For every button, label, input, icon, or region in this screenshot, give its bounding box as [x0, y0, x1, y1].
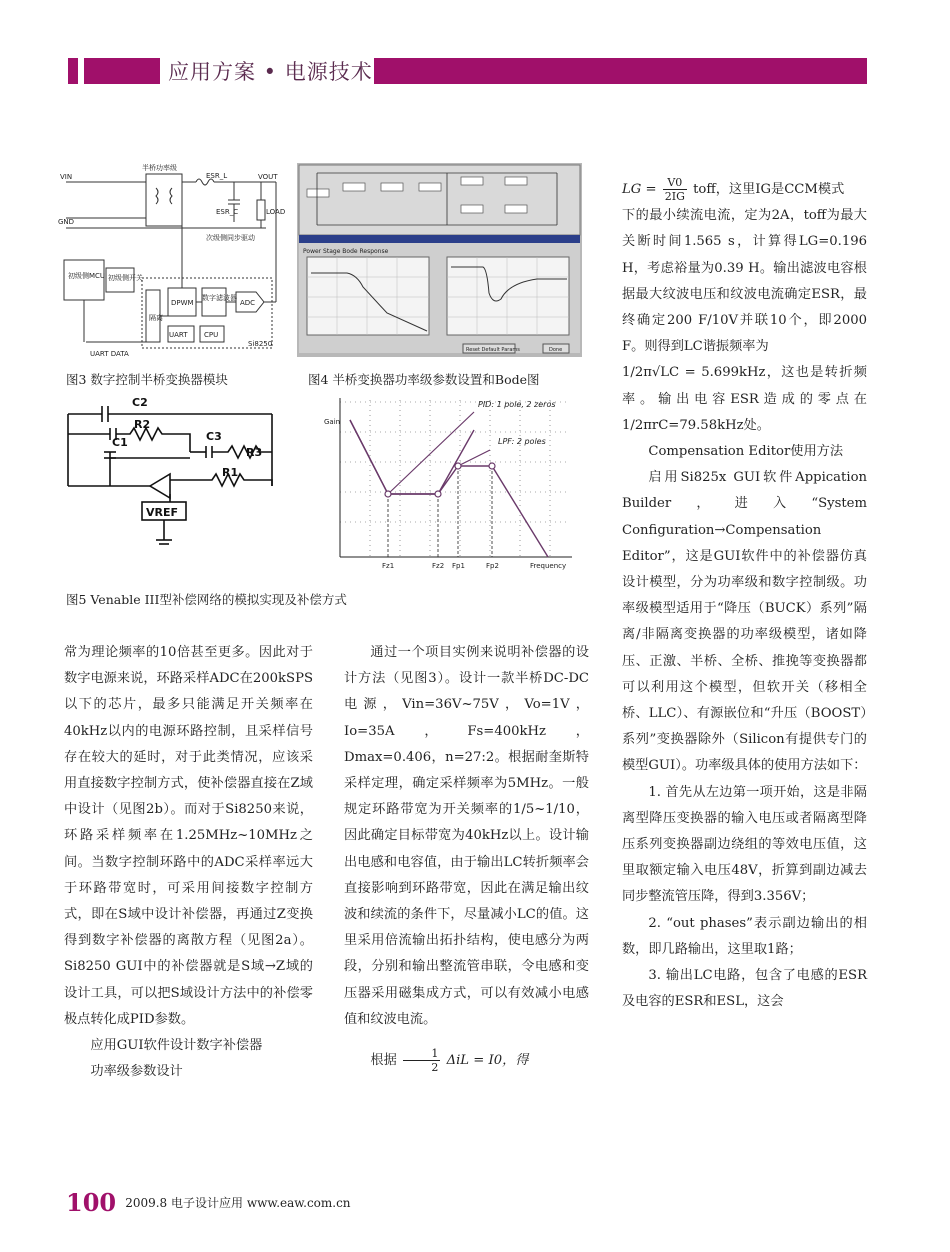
fig3-label-adc: ADC	[240, 299, 256, 307]
figure-4-gui	[297, 163, 582, 357]
fig5-label-c1: C1	[112, 436, 128, 449]
col3-formula-line	[622, 176, 867, 203]
fig5-label-c3: C3	[206, 430, 222, 443]
page-header	[0, 58, 950, 84]
fig3-label-vout: VOUT	[258, 173, 278, 181]
figure-5-circuit	[50, 394, 302, 552]
fig5-label-frequency: Frequency	[530, 562, 567, 570]
fig3-label-gnd: GND	[58, 218, 75, 226]
figure-5-caption: 图5 Venable III型补偿网络的模拟实现及补偿方式	[66, 592, 347, 607]
figure-5-bode	[310, 392, 580, 574]
fig3-label-uart: UART	[169, 331, 188, 339]
fig5-label-r3: R3	[246, 446, 263, 459]
fig3-label-esr-c: ESR_C	[216, 208, 239, 216]
page-number: 100	[66, 1188, 117, 1217]
col1-heading-2: 功率级参数设计	[90, 1064, 183, 1080]
fig4-reset-button: Reset Default Params	[466, 347, 520, 353]
col3-heading: Compensation Editor使用方法	[648, 444, 844, 460]
column-3	[622, 176, 867, 1016]
header-bar-left-2	[84, 58, 160, 84]
fig3-label-mcu: 初级侧MCU	[68, 272, 106, 280]
fig5-label-fp1: Fp1	[452, 562, 465, 570]
col3-item-3: 3. 输出LC电路，包含了电感的ESR及电容的ESR和ESL，这会	[622, 968, 867, 1010]
footer-text: 2009.8 电子设计应用 www.eaw.com.cn	[125, 1196, 351, 1210]
col3-paragraph-1: 下的最小续流电流，定为2A，toff为最大关断时间1.565 s，计算得LG=0.196 H，考虑裕量为0.39 H。输出滤波电容根据最大纹波电压和纹波电流确定ESR，最终确定200 F/10V并联10个，即2000 F。则得到LC谐振频率为	[622, 208, 867, 355]
figure-3-caption: 图3 数字控制半桥变换器模块	[66, 372, 228, 387]
col1-heading-1: 应用GUI软件设计数字补偿器	[90, 1038, 263, 1054]
fig4-done-button: Done	[549, 347, 563, 353]
col2-formula-fraction	[403, 1047, 440, 1074]
col3-formula-tail: toff，这里IG是CCM模式	[693, 182, 845, 197]
fig5-label-gain: Gain	[324, 418, 341, 426]
header-title: 应用方案 • 电源技术	[168, 60, 373, 84]
fig3-label-esr-l: ESR_L	[206, 172, 228, 180]
fig5-label-r2: R2	[134, 418, 151, 431]
figure-3-circuit	[56, 160, 288, 360]
col3-paragraph-3: 启用Si825x GUI软件Appication Builder，进入“System Configuration→Compensation Editor”，这是GUI软件中的补偿器仿真设计模型，分为功率级和数字控制级。功率级模型适用于“降压（BUCK）系列”隔离/非隔离变换器的功率级模型，诸如降压、正激、半桥、全桥、推挽等变换器都可以利用这个模型，但软开关（移相全桥、LLC）、有源嵌位和“升压（BOOST）系列”变换器除外（Silicon有提供专门的模型GUI）。功率级具体的使用方法如下：	[622, 470, 867, 774]
fig5-label-lpf: LPF: 2 poles	[498, 437, 546, 446]
col2-formula-prefix: 根据	[370, 1053, 397, 1069]
figure-4-caption: 图4 半桥变换器功率级参数设置和Bode图	[308, 372, 540, 387]
column-2	[344, 640, 589, 1074]
figure-4	[297, 163, 582, 357]
col3-formula-lhs: LG =	[622, 182, 657, 197]
col2-paragraph-1: 通过一个项目实例来说明补偿器的设计方法（见图3）。设计一款半桥DC-DC电源，Vin=36V~75V，Vo=1V，Io=35A，Fs=400kHz，Dmax=0.406，n=27:2。根据耐奎斯特采样定理，确定采样频率为5MHz。一般规定环路带宽为开关频率的1/5~1/10，因此确定目标带宽为40kHz以上。设计输出电感和电容值，由于输出LC转折频率会直接影响到环路带宽，因此在满足输出纹波和续流的条件下，尽量减小LC的值。这里采用倍流输出拓扑结构，使电感分为两段，分别和输出整流管串联，令电感和变压器采用磁集成方式，可以有效减小电感值和纹波电流。	[344, 645, 589, 1027]
fig4-panel-title: Power Stage Bode Response	[303, 248, 389, 255]
col3-formula-den: 2IG	[664, 190, 685, 203]
fig3-label-vin: VIN	[60, 173, 73, 181]
fig3-label-switch: 初级侧开关	[108, 274, 143, 282]
header-bar-left	[68, 58, 78, 84]
fig5-label-c2: C2	[132, 396, 148, 409]
col3-item-1: 1. 首先从左边第一项开始，这是非隔离型降压变换器的输入电压或者隔离型降压系列变换器副边绕组的等效电压值，这里取额定输入电压48V，折算到副边减去同步整流管压降，得到3.356V；	[622, 784, 867, 905]
col2-formula-num: 1	[403, 1047, 440, 1061]
header-bar-right	[374, 58, 867, 84]
fig3-label-sync: 次级侧同步驱动	[206, 234, 255, 242]
fig3-label-filter: 数字滤波器	[202, 294, 237, 302]
fig3-label-chip: Si8250	[248, 340, 273, 348]
fig5-label-fp2: Fp2	[486, 562, 499, 570]
fig3-label-dpwm: DPWM	[171, 299, 194, 307]
col3-paragraph-2: 1/2π√LC = 5.699kHz，这也是转折频率。输出电容ESR造成的零点在1/2πrC=79.58kHz处。	[622, 365, 867, 433]
col3-formula-fraction	[663, 176, 687, 203]
col2-formula	[344, 1047, 589, 1074]
fig3-label-isolate: 隔离	[149, 314, 163, 322]
fig3-label-cpu: CPU	[204, 331, 219, 339]
fig3-label-uart-data: UART DATA	[90, 350, 129, 358]
page-footer	[66, 1188, 351, 1217]
fig5-label-pid: PID: 1 pole, 2 zeros	[478, 400, 556, 409]
fig5-label-fz1: Fz1	[382, 562, 395, 570]
fig3-label-load: LOAD	[266, 208, 286, 216]
col3-formula-num: V0	[663, 176, 687, 190]
col2-formula-body: ΔiL = I0，得	[446, 1053, 529, 1069]
fig5-label-fz2: Fz2	[432, 562, 445, 570]
col1-paragraph-1: 常为理论频率的10倍甚至更多。因此对于数字电源来说，环路采样ADC在200kSPS以下的芯片，最多只能满足开关频率在40kHz以内的电源环路控制，且采样信号存在较大的延时，对于此类情况，应该采用直接数字控制方式，使补偿器直接在Z域中设计（见图2b）。而对于Si8250来说，环路采样频率在1.25MHz~10MHz之间。当数字控制环路中的ADC采样率远大于环路带宽时，可采用间接数字控制方式，即在S域中设计补偿器，再通过Z变换得到数字补偿器的离散方程（见图2a）。Si8250 GUI中的补偿器就是S域→Z域的设计工具，可以把S域设计方法中的补偿零极点转化成PID参数。	[64, 645, 313, 1027]
col2-formula-den: 2	[431, 1061, 439, 1075]
figure-3	[56, 160, 288, 360]
col3-item-2: 2. “out phases”表示副边输出的相数，即几路输出，这里取1路；	[622, 915, 867, 957]
fig3-label-half-bridge: 半桥功率级	[142, 164, 177, 172]
fig5-label-r1: R1	[222, 466, 239, 479]
column-1	[64, 640, 313, 1085]
fig5-label-vref: VREF	[146, 506, 179, 519]
